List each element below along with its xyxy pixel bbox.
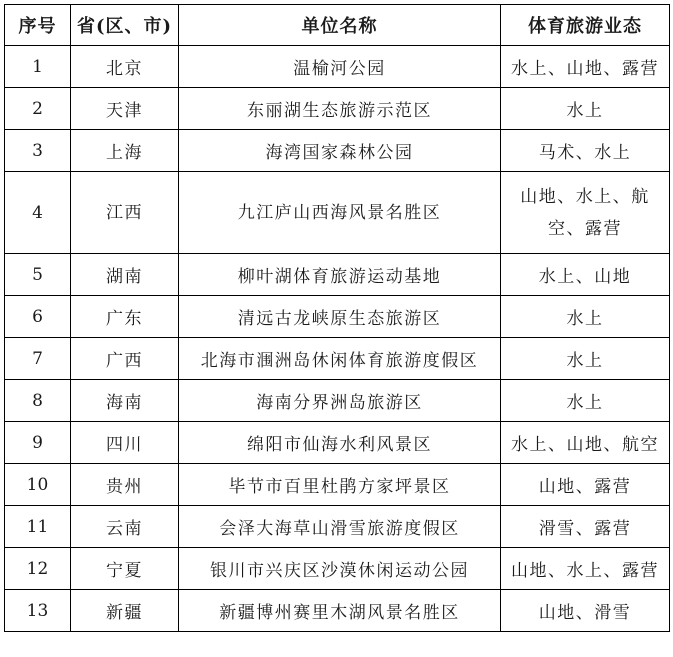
cell-province: 江西 <box>71 172 179 254</box>
cell-unit-name: 柳叶湖体育旅游运动基地 <box>179 254 501 296</box>
cell-province: 海南 <box>71 380 179 422</box>
cell-tourism-type: 马术、水上 <box>501 130 670 172</box>
cell-province: 北京 <box>71 46 179 88</box>
cell-province: 广西 <box>71 338 179 380</box>
cell-unit-name: 温榆河公园 <box>179 46 501 88</box>
cell-unit-name: 清远古龙峡原生态旅游区 <box>179 296 501 338</box>
cell-tourism-type: 山地、水上、露营 <box>501 548 670 590</box>
cell-unit-name: 海湾国家森林公园 <box>179 130 501 172</box>
cell-tourism-type: 滑雪、露营 <box>501 506 670 548</box>
cell-tourism-type: 水上 <box>501 338 670 380</box>
header-unit-name: 单位名称 <box>179 5 501 46</box>
cell-serial-number: 1 <box>5 46 71 88</box>
cell-serial-number: 13 <box>5 590 71 632</box>
cell-serial-number: 4 <box>5 172 71 254</box>
cell-serial-number: 6 <box>5 296 71 338</box>
table-header-row <box>5 5 670 46</box>
table-row <box>5 338 670 380</box>
cell-province: 贵州 <box>71 464 179 506</box>
cell-unit-name: 会泽大海草山滑雪旅游度假区 <box>179 506 501 548</box>
table-row <box>5 422 670 464</box>
cell-unit-name: 九江庐山西海风景名胜区 <box>179 172 501 254</box>
table-row <box>5 130 670 172</box>
cell-unit-name: 新疆博州赛里木湖风景名胜区 <box>179 590 501 632</box>
cell-unit-name: 海南分界洲岛旅游区 <box>179 380 501 422</box>
cell-serial-number: 3 <box>5 130 71 172</box>
cell-unit-name: 东丽湖生态旅游示范区 <box>179 88 501 130</box>
table-row <box>5 88 670 130</box>
cell-unit-name: 北海市涠洲岛休闲体育旅游度假区 <box>179 338 501 380</box>
table-row <box>5 548 670 590</box>
cell-unit-name: 毕节市百里杜鹃方家坪景区 <box>179 464 501 506</box>
cell-unit-name: 绵阳市仙海水利风景区 <box>179 422 501 464</box>
table-row <box>5 590 670 632</box>
cell-tourism-type: 水上 <box>501 380 670 422</box>
header-province: 省(区、市) <box>71 5 179 46</box>
cell-tourism-type: 水上、山地、露营 <box>501 46 670 88</box>
cell-serial-number: 5 <box>5 254 71 296</box>
cell-province: 上海 <box>71 130 179 172</box>
table-row <box>5 296 670 338</box>
cell-province: 天津 <box>71 88 179 130</box>
header-serial-number: 序号 <box>5 5 71 46</box>
cell-tourism-type: 山地、滑雪 <box>501 590 670 632</box>
table-row <box>5 46 670 88</box>
table-row <box>5 172 670 254</box>
cell-tourism-type: 山地、水上、航空、露营 <box>501 172 670 254</box>
cell-serial-number: 10 <box>5 464 71 506</box>
cell-province: 湖南 <box>71 254 179 296</box>
cell-province: 广东 <box>71 296 179 338</box>
table-row <box>5 506 670 548</box>
cell-tourism-type: 水上、山地 <box>501 254 670 296</box>
cell-tourism-type: 水上 <box>501 88 670 130</box>
cell-serial-number: 12 <box>5 548 71 590</box>
cell-tourism-type: 山地、露营 <box>501 464 670 506</box>
cell-tourism-type: 水上、山地、航空 <box>501 422 670 464</box>
header-tourism-type: 体育旅游业态 <box>501 5 670 46</box>
table-row <box>5 464 670 506</box>
sports-tourism-table <box>4 4 670 632</box>
cell-province: 四川 <box>71 422 179 464</box>
sports-tourism-table-container <box>4 4 670 632</box>
cell-tourism-type: 水上 <box>501 296 670 338</box>
cell-serial-number: 8 <box>5 380 71 422</box>
cell-province: 宁夏 <box>71 548 179 590</box>
cell-serial-number: 7 <box>5 338 71 380</box>
cell-unit-name: 银川市兴庆区沙漠休闲运动公园 <box>179 548 501 590</box>
table-row <box>5 254 670 296</box>
cell-serial-number: 11 <box>5 506 71 548</box>
cell-serial-number: 9 <box>5 422 71 464</box>
table-row <box>5 380 670 422</box>
cell-serial-number: 2 <box>5 88 71 130</box>
cell-province: 云南 <box>71 506 179 548</box>
cell-province: 新疆 <box>71 590 179 632</box>
